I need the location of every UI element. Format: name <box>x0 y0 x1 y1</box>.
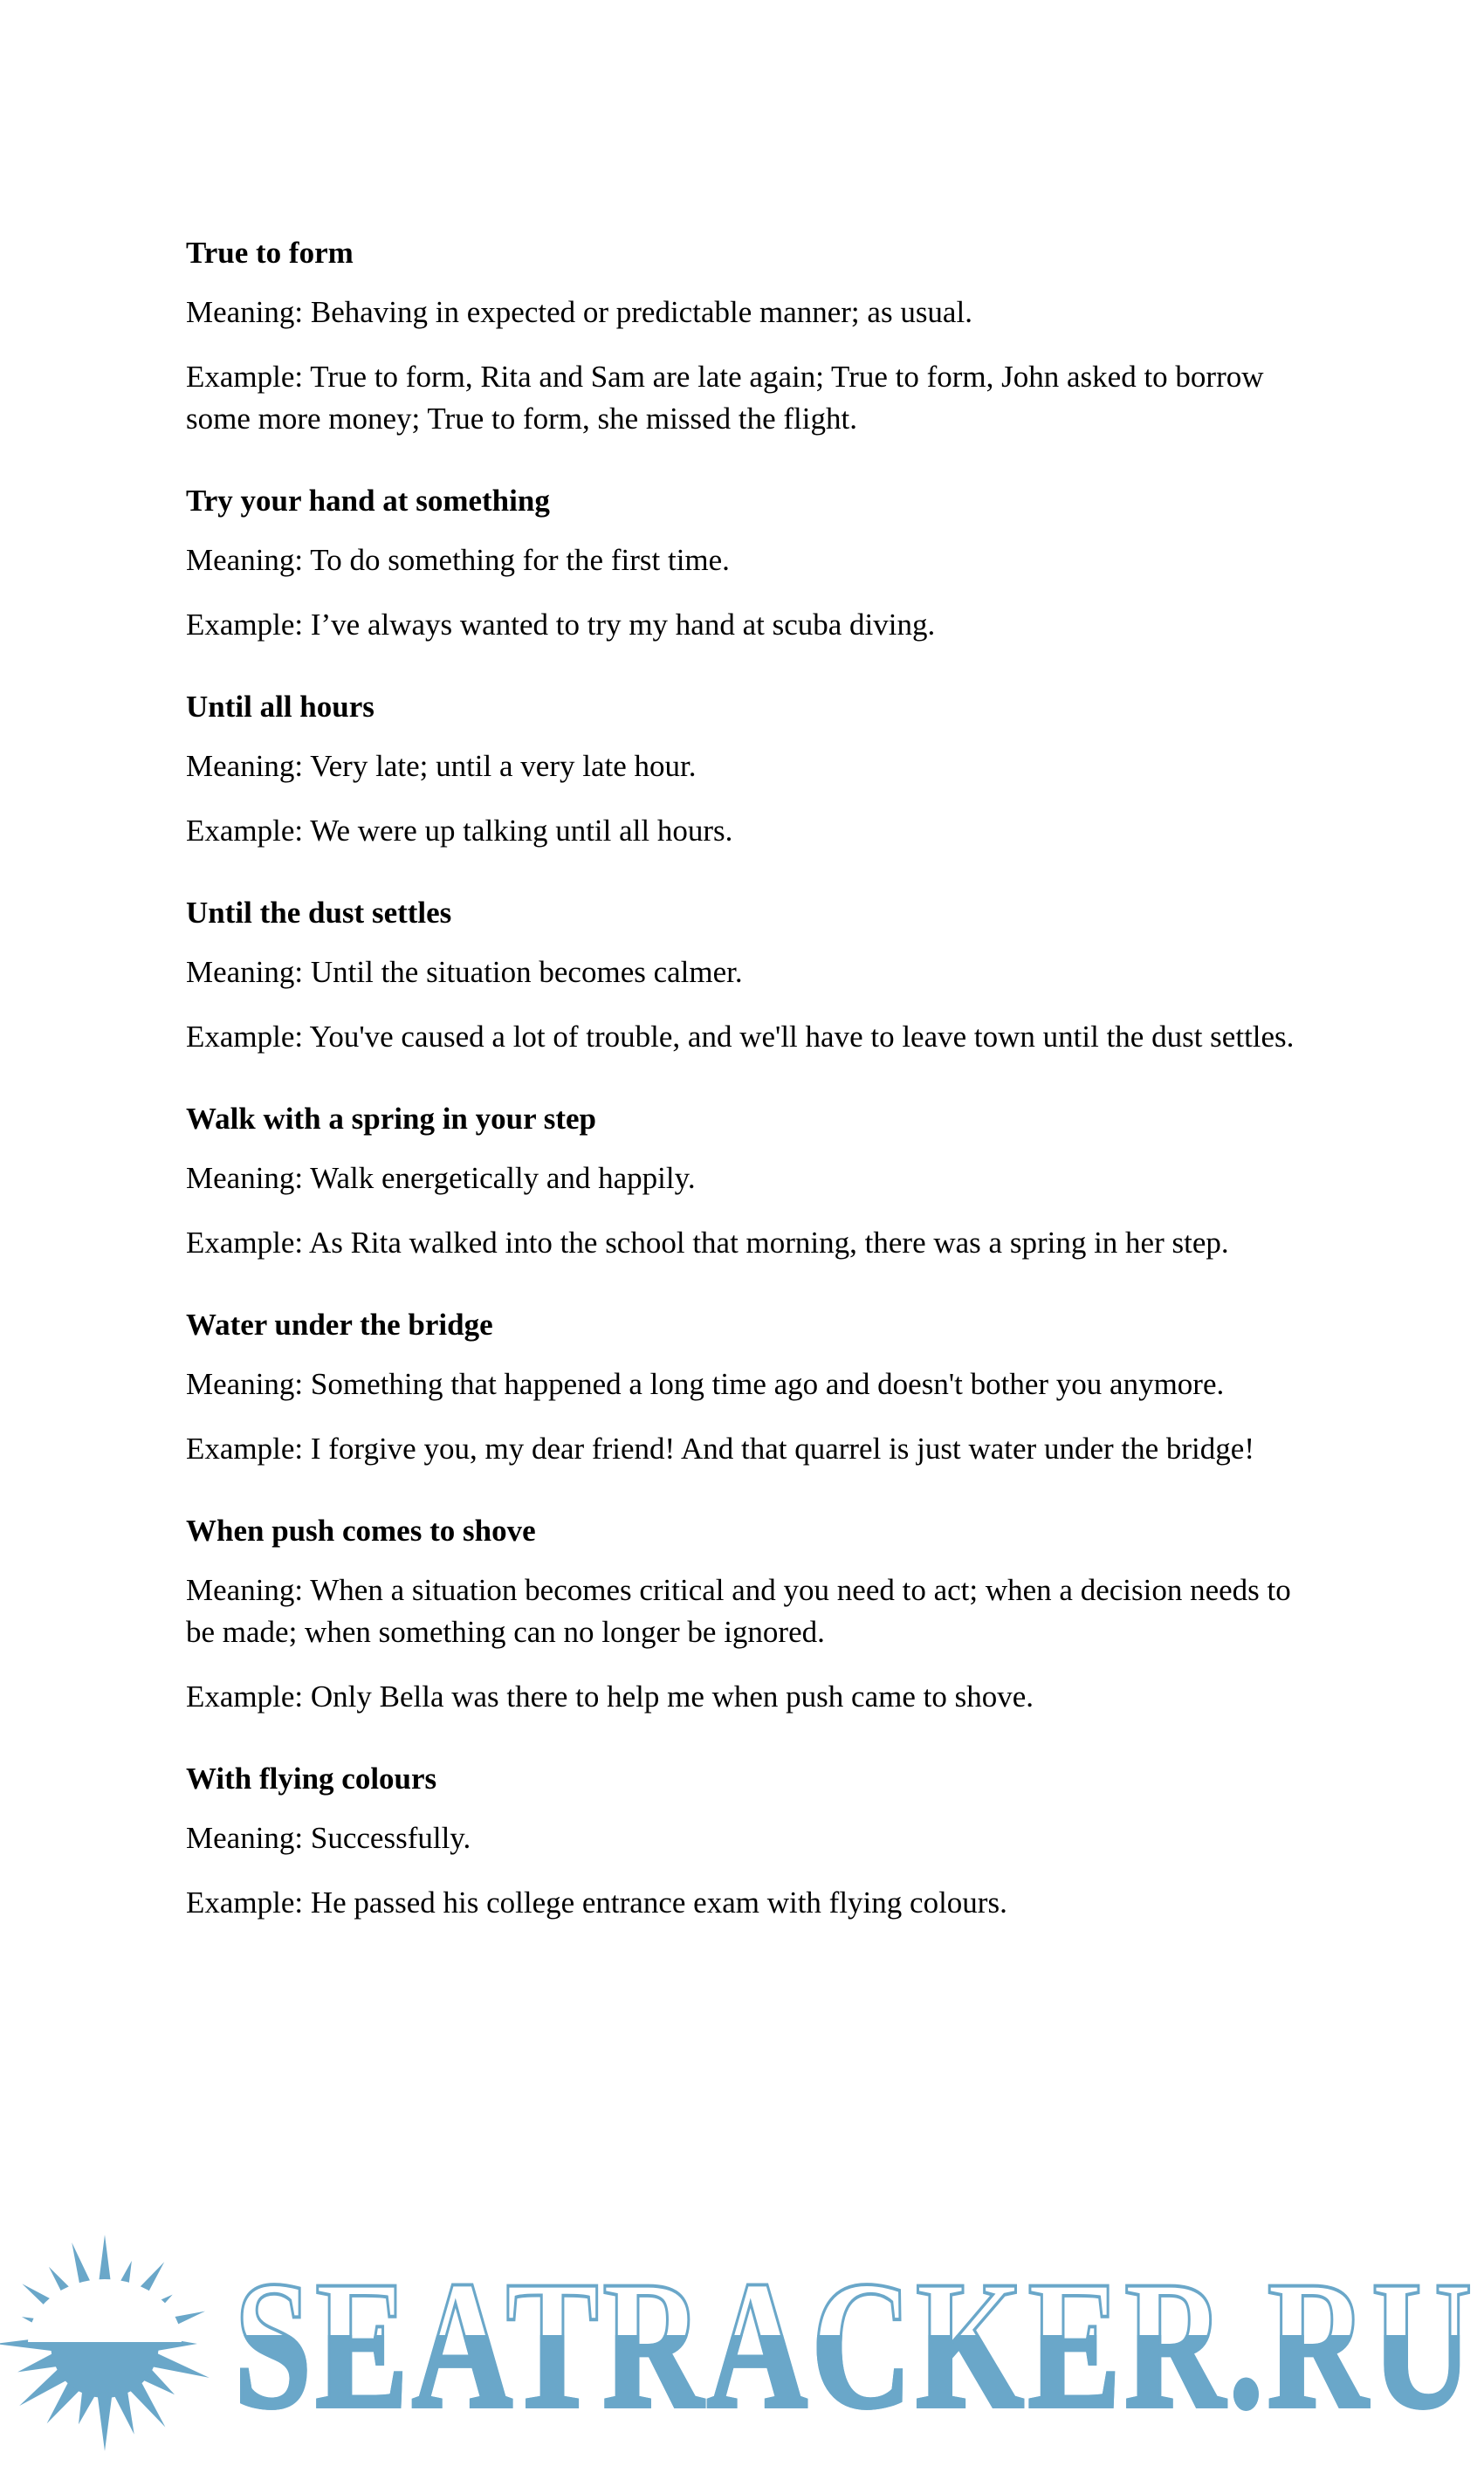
idiom-entry <box>186 1098 1296 1264</box>
idiom-term: Water under the bridge <box>186 1308 493 1342</box>
idiom-meaning: Meaning: Successfully. <box>186 1821 471 1855</box>
idiom-entry <box>186 892 1296 1058</box>
idiom-example: Example: Only Bella was there to help me when push came to shove. <box>186 1679 1034 1714</box>
idiom-meaning: Meaning: When a situation becomes critical and you need to act; when a decision needs to be made; when something can no longer be ignored. <box>186 1573 1291 1649</box>
idiom-entry <box>186 1758 1296 1924</box>
idiom-term: True to form <box>186 236 354 270</box>
idiom-term: With flying colours <box>186 1762 437 1796</box>
idiom-meaning: Meaning: Until the situation becomes calmer. <box>186 955 743 989</box>
idiom-term: When push comes to shove <box>186 1514 536 1548</box>
idiom-example: Example: I’ve always wanted to try my hand at scuba diving. <box>186 608 936 642</box>
idiom-example: Example: We were up talking until all hours. <box>186 814 733 848</box>
idiom-term: Try your hand at something <box>186 484 550 518</box>
idiom-meaning: Meaning: Very late; until a very late hour. <box>186 749 697 783</box>
idiom-meaning: Meaning: Walk energetically and happily. <box>186 1161 696 1195</box>
sun-icon <box>0 2230 227 2466</box>
idiom-entry <box>186 480 1296 646</box>
idiom-example: Example: As Rita walked into the school that morning, there was a spring in her step. <box>186 1226 1229 1260</box>
sun-dome <box>28 2279 182 2342</box>
idiom-meaning: Meaning: Behaving in expected or predictable manner; as usual. <box>186 295 972 329</box>
idiom-entry <box>186 1510 1296 1718</box>
idiom-example: Example: You've caused a lot of trouble, and we'll have to leave town until the dust settles. <box>186 1020 1295 1054</box>
idiom-example: Example: True to form, Rita and Sam are late again; True to form, John asked to borrow some more money; True to form, she missed the flight. <box>186 360 1264 436</box>
watermark-site-name: SEATRACKER.RU <box>234 2242 1476 2448</box>
idiom-meaning: Meaning: To do something for the first time. <box>186 543 730 577</box>
idiom-term: Walk with a spring in your step <box>186 1102 597 1136</box>
idiom-example: Example: He passed his college entrance exam with flying colours. <box>186 1886 1007 1920</box>
idiom-term: Until all hours <box>186 690 374 724</box>
idiom-term: Until the dust settles <box>186 896 452 930</box>
idiom-entry <box>186 686 1296 852</box>
idiom-example: Example: I forgive you, my dear friend! And that quarrel is just water under the bridge! <box>186 1432 1254 1466</box>
idiom-entry <box>186 232 1296 440</box>
idiom-entry <box>186 1304 1296 1470</box>
idiom-meaning: Meaning: Something that happened a long time ago and doesn't bother you anymore. <box>186 1367 1225 1401</box>
